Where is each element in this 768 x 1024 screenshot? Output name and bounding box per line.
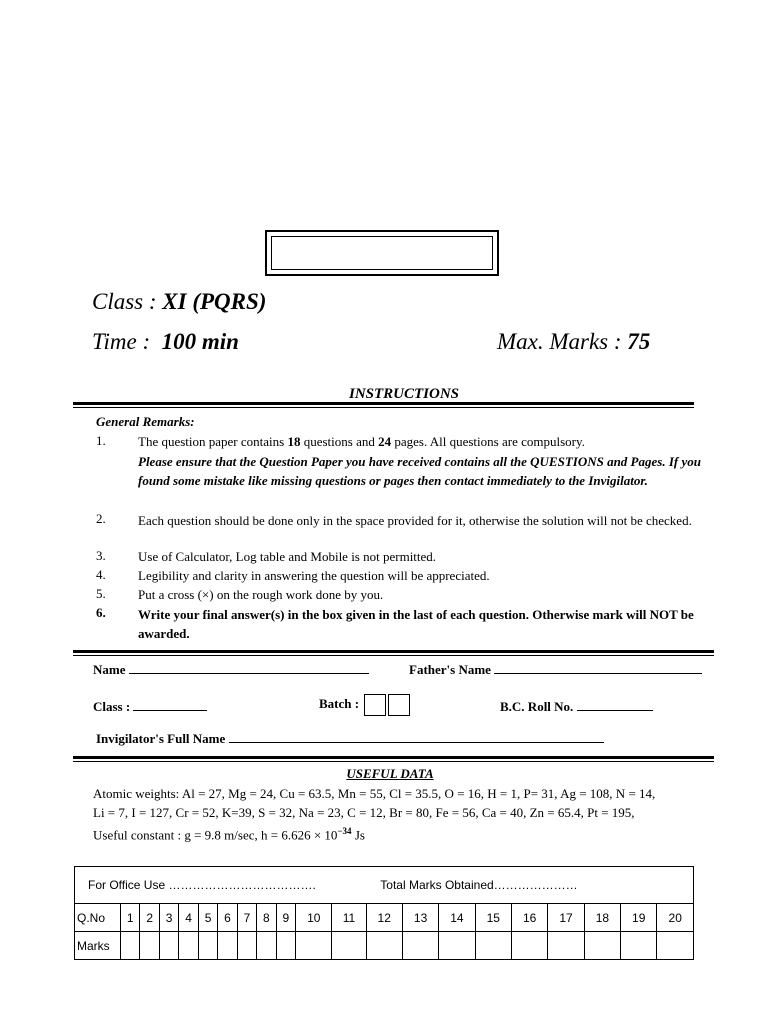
office-use-text: For Office Use ………………………………. bbox=[88, 878, 316, 892]
marks-cell[interactable] bbox=[218, 932, 237, 960]
item-4-number: 4. bbox=[96, 567, 106, 582]
question-number-cell: 20 bbox=[657, 904, 694, 932]
invigilator-field[interactable] bbox=[96, 730, 604, 747]
name-label: Name bbox=[93, 662, 126, 677]
question-number-cell: 5 bbox=[198, 904, 217, 932]
item-1-note: Please ensure that the Question Paper you have received contains all the QUESTIONS and Pages. If you found some mistake like missing questions or pages then contact immediately to the Invigilator. bbox=[138, 454, 701, 488]
question-number-row bbox=[75, 904, 694, 932]
father-name-line[interactable] bbox=[494, 661, 702, 674]
item-1-number: 1. bbox=[96, 433, 106, 448]
class-line-blank[interactable] bbox=[133, 698, 207, 711]
question-number-cell: 10 bbox=[296, 904, 332, 932]
question-number-cell: 9 bbox=[276, 904, 295, 932]
marks-cell[interactable] bbox=[198, 932, 217, 960]
question-number-cell: 8 bbox=[257, 904, 276, 932]
divider-form-top-thick bbox=[73, 650, 714, 653]
divider-form-top-thin bbox=[73, 655, 714, 656]
marks-cell[interactable] bbox=[159, 932, 178, 960]
marks-cell[interactable] bbox=[140, 932, 159, 960]
marks-cell[interactable] bbox=[179, 932, 198, 960]
item-5-number: 5. bbox=[96, 586, 106, 601]
marks-cell[interactable] bbox=[237, 932, 256, 960]
constant-unit: Js bbox=[351, 827, 365, 843]
office-use-header bbox=[75, 867, 694, 904]
divider-top-thin bbox=[73, 407, 694, 408]
atomic-weights-line-2: Li = 7, I = 127, Cr = 52, K=39, S = 32, Na = 23, C = 12, Br = 80, Fe = 56, Ca = 40, Zn = 65.4, Pt = 195, bbox=[93, 805, 635, 820]
marks-cell[interactable] bbox=[657, 932, 694, 960]
item-6-text: Write your final answer(s) in the box given in the last of each question. Otherwise mark will NOT be awarded. bbox=[138, 607, 694, 641]
question-number-cell: 19 bbox=[621, 904, 657, 932]
question-number-cell: 1 bbox=[121, 904, 140, 932]
constant-exponent: −34 bbox=[337, 826, 352, 836]
batch-field[interactable] bbox=[319, 694, 410, 716]
name-line[interactable] bbox=[129, 661, 369, 674]
divider-top-thick bbox=[73, 402, 694, 405]
roll-number-box-inner bbox=[271, 236, 493, 270]
item-1-post: pages. All questions are compulsory. bbox=[391, 434, 585, 449]
qno-label: Q.No bbox=[75, 904, 121, 932]
item-1-mid: questions and bbox=[300, 434, 379, 449]
item-5-text: Put a cross (×) on the rough work done by you. bbox=[138, 587, 384, 602]
useful-constant-line bbox=[93, 822, 717, 844]
invigilator-label: Invigilator's Full Name bbox=[96, 731, 226, 746]
marks-cell[interactable] bbox=[276, 932, 295, 960]
page-count: 24 bbox=[378, 434, 392, 449]
batch-box-1[interactable] bbox=[364, 694, 386, 716]
question-count: 18 bbox=[287, 434, 301, 449]
form-class-label: Class : bbox=[93, 699, 131, 714]
class-field[interactable] bbox=[93, 698, 207, 715]
father-name-label: Father's Name bbox=[409, 662, 491, 677]
max-marks-label: Max. Marks : bbox=[497, 329, 622, 354]
roll-number-line[interactable] bbox=[577, 698, 653, 711]
marks-cell[interactable] bbox=[511, 932, 547, 960]
general-remarks-heading: General Remarks: bbox=[96, 414, 195, 429]
marks-cell[interactable] bbox=[402, 932, 438, 960]
question-number-cell: 18 bbox=[584, 904, 620, 932]
roll-number-label: B.C. Roll No. bbox=[500, 699, 574, 714]
question-number-cell: 13 bbox=[402, 904, 438, 932]
name-field[interactable] bbox=[93, 661, 369, 678]
item-6-number: 6. bbox=[96, 605, 106, 620]
marks-cell[interactable] bbox=[257, 932, 276, 960]
marks-cell[interactable] bbox=[296, 932, 332, 960]
marks-cell[interactable] bbox=[121, 932, 140, 960]
question-number-cell: 4 bbox=[179, 904, 198, 932]
question-number-cell: 14 bbox=[439, 904, 475, 932]
marks-cell[interactable] bbox=[584, 932, 620, 960]
marks-cell[interactable] bbox=[621, 932, 657, 960]
class-value: XI (PQRS) bbox=[162, 289, 267, 314]
item-1-pre: The question paper contains bbox=[138, 434, 288, 449]
instructions-title: INSTRUCTIONS bbox=[348, 386, 460, 402]
divider-form-bottom-thin bbox=[73, 761, 714, 762]
item-2-number: 2. bbox=[96, 511, 106, 526]
marks-label: Marks bbox=[75, 932, 121, 960]
marks-cell[interactable] bbox=[332, 932, 366, 960]
question-number-cell: 3 bbox=[159, 904, 178, 932]
item-1-text bbox=[138, 433, 718, 451]
total-marks-text: Total Marks Obtained………………… bbox=[380, 878, 578, 892]
question-number-cell: 7 bbox=[237, 904, 256, 932]
useful-data-title: USEFUL DATA bbox=[346, 766, 434, 781]
marks-cell[interactable] bbox=[439, 932, 475, 960]
father-name-field[interactable] bbox=[409, 661, 702, 678]
marks-row bbox=[75, 932, 694, 960]
marks-cell[interactable] bbox=[548, 932, 584, 960]
divider-form-bottom-thick bbox=[73, 756, 714, 759]
atomic-weights-line-1: Atomic weights: Al = 27, Mg = 24, Cu = 63.5, Mn = 55, Cl = 35.5, O = 16, H = 1, P= 31, Ag = 108, N = 14, bbox=[93, 786, 656, 801]
question-number-cell: 16 bbox=[511, 904, 547, 932]
constant-text: Useful constant : g = 9.8 m/sec, h = 6.626 × 10 bbox=[93, 827, 338, 843]
question-number-cell: 12 bbox=[366, 904, 402, 932]
marks-cell[interactable] bbox=[475, 932, 511, 960]
max-marks-line bbox=[497, 329, 650, 355]
class-label: Class : bbox=[92, 289, 157, 314]
item-2-text: Each question should be done only in the space provided for it, otherwise the solution will not be checked. bbox=[138, 513, 692, 528]
batch-box-2[interactable] bbox=[388, 694, 410, 716]
max-marks-value: 75 bbox=[627, 329, 651, 354]
item-3-number: 3. bbox=[96, 548, 106, 563]
batch-label: Batch : bbox=[319, 695, 360, 711]
roll-number-field[interactable] bbox=[500, 698, 653, 715]
invigilator-line[interactable] bbox=[229, 730, 604, 743]
item-3-text: Use of Calculator, Log table and Mobile is not permitted. bbox=[138, 549, 437, 564]
question-number-cell: 17 bbox=[548, 904, 584, 932]
time-value: 100 min bbox=[161, 329, 239, 354]
question-number-cell: 6 bbox=[218, 904, 237, 932]
question-number-cell: 15 bbox=[475, 904, 511, 932]
office-use-table bbox=[74, 866, 694, 960]
item-4-text: Legibility and clarity in answering the question will be appreciated. bbox=[138, 568, 490, 583]
roll-number-box bbox=[265, 230, 499, 276]
question-number-cell: 2 bbox=[140, 904, 159, 932]
class-line bbox=[92, 289, 266, 315]
marks-cell[interactable] bbox=[366, 932, 402, 960]
time-label: Time : bbox=[92, 329, 151, 354]
time-line bbox=[92, 329, 239, 355]
question-number-cell: 11 bbox=[332, 904, 366, 932]
